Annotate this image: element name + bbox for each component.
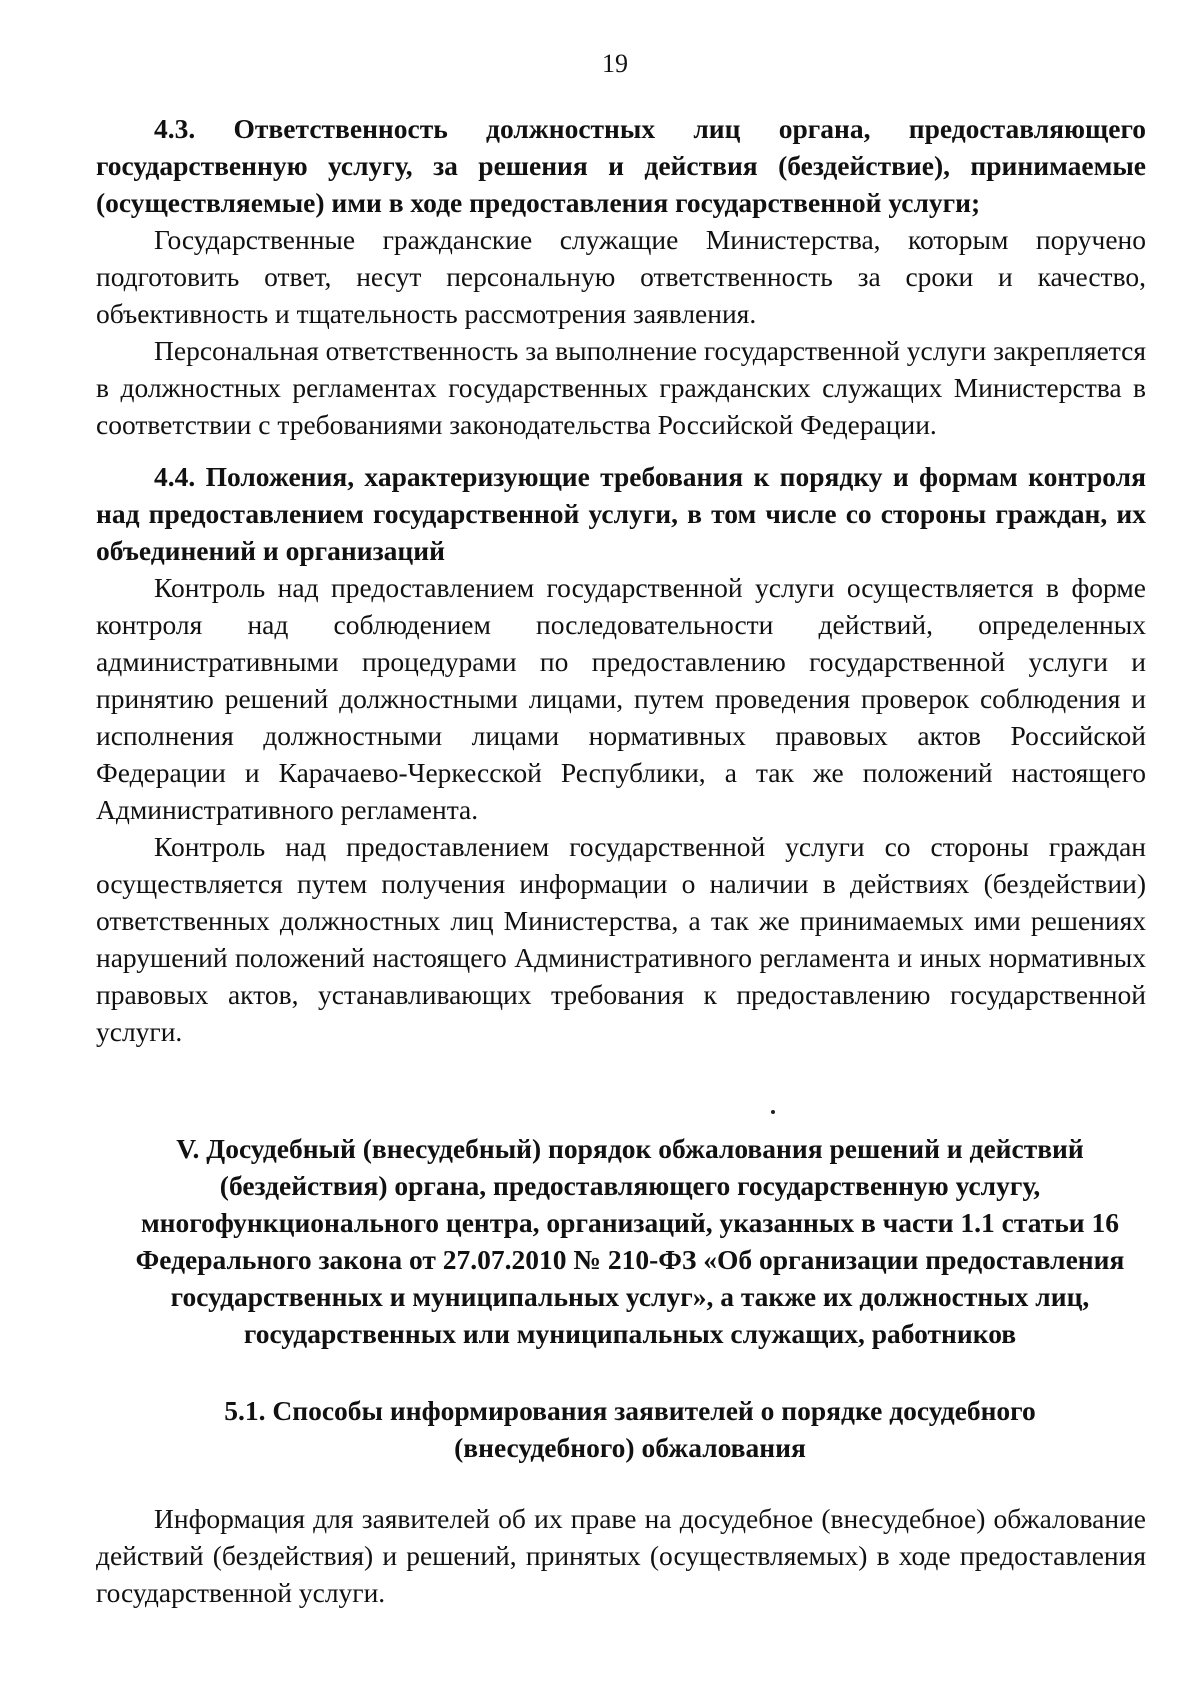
section-4-3: [96, 110, 1146, 443]
section-5-1-body: [96, 1500, 1146, 1611]
section-4-4-paragraph-2: Контроль над предоставлением государственной услуги со стороны граждан осуществляется путем получения информации о наличии в действиях (бездействии) ответственных должностных лиц Министерства, а так же принимаемых ими решениях нарушений положений настоящего Административного регламента и иных нормативных правовых актов, устанавливающих требования к предоставлению государственной услуги.: [96, 831, 1146, 1047]
section-5-heading-line: многофункционального центра, организаций, указанных в части 1.1 статьи 16: [140, 1207, 1120, 1238]
section-5-heading-line: (бездействия) органа, предоставляющего государственную услугу,: [219, 1170, 1041, 1201]
section-5-heading-line: государственных или муниципальных служащих, работников: [243, 1318, 1017, 1349]
section-4-3-paragraph-2: Персональная ответственность за выполнение государственной услуги закрепляется в должностных регламентах государственных гражданских служащих Министерства в соответствии с требованиями законодательства Российской Федерации.: [96, 335, 1146, 440]
section-4-4: [96, 458, 1146, 1050]
section-5-heading-line: государственных и муниципальных услуг», а также их должностных лиц,: [170, 1281, 1090, 1312]
section-5-1: [110, 1392, 1150, 1466]
section-4-3-heading: 4.3. Ответственность должностных лиц органа, предоставляющего государственную услугу, за решения и действия (бездействие), принимаемые (осуществляемые) ими в ходе предоставления государственной услуги;: [96, 113, 1146, 218]
section-5-1-paragraph-1: Информация для заявителей об их праве на досудебное (внесудебное) обжалование действий (бездействия) и решений, принятых (осуществляемых) в ходе предоставления государственной услуги.: [96, 1503, 1146, 1608]
section-5-1-heading-line: 5.1. Способы информирования заявителей о порядке досудебного: [224, 1395, 1036, 1426]
section-4-4-heading: 4.4. Положения, характеризующие требования к порядку и формам контроля над предоставлением государственной услуги, в том числе со стороны граждан, их объединений и организаций: [96, 461, 1146, 566]
stray-dot: [771, 1110, 775, 1114]
section-4-3-paragraph-1: Государственные гражданские служащие Министерства, которым поручено подготовить ответ, несут персональную ответственность за сроки и качество, объективность и тщательность рассмотрения заявления.: [96, 224, 1146, 329]
section-5-heading-line: Федерального закона от 27.07.2010 № 210-ФЗ «Об организации предоставления: [135, 1244, 1125, 1275]
page-number: 19: [602, 49, 628, 78]
section-5: [110, 1130, 1150, 1352]
section-5-heading-line: V. Досудебный (внесудебный) порядок обжалования решений и действий: [176, 1133, 1084, 1164]
section-5-1-heading-line: (внесудебного) обжалования: [454, 1432, 806, 1463]
section-4-4-paragraph-1: Контроль над предоставлением государственной услуги осуществляется в форме контроля над соблюдением последовательности действий, определенных административными процедурами по предоставлению государственной услуги и принятию решений должностными лицами, путем проведения проверок соблюдения и исполнения должностными лицами нормативных правовых актов Российской Федерации и Карачаево-Черкесской Республики, а так же положений настоящего Административного регламента.: [96, 572, 1146, 825]
